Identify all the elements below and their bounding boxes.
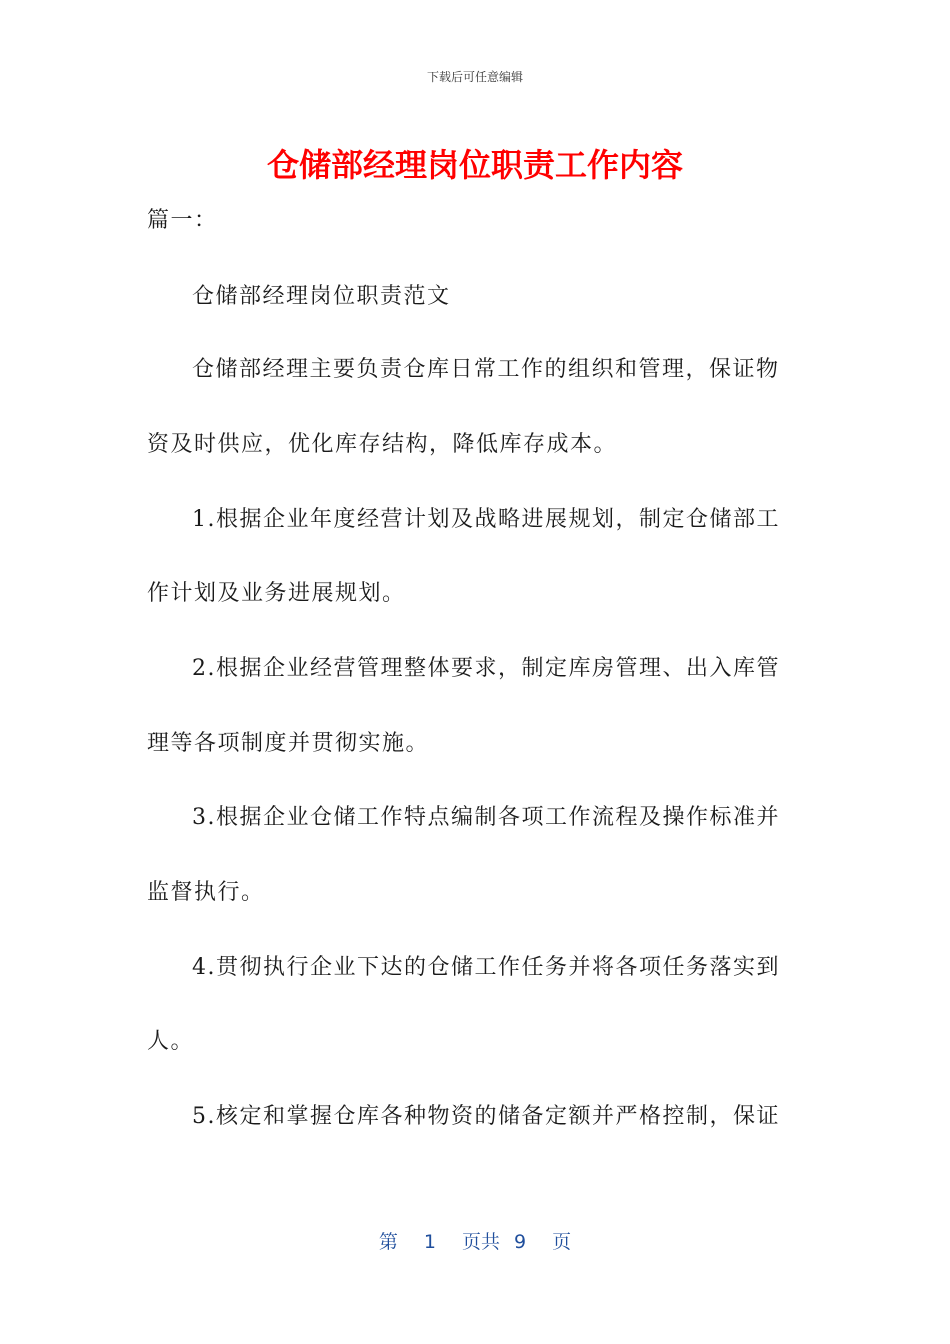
paragraph-line: 资及时供应，优化库存结构，降低库存成本。	[147, 432, 618, 457]
paragraph-line: 作计划及业务进展规划。	[147, 581, 406, 606]
document-title: 仓储部经理岗位职责工作内容	[266, 146, 683, 184]
paragraph-line: 1.根据企业年度经营计划及战略进展规划，制定仓储部工	[192, 507, 780, 532]
page-prefix: 第	[378, 1231, 398, 1253]
paragraph-line: 2.根据企业经营管理整体要求，制定库房管理、出入库管	[192, 656, 780, 681]
paragraph-line: 仓储部经理岗位职责范文	[192, 284, 451, 309]
current-page-number: 1	[423, 1231, 436, 1253]
paragraph-line: 人。	[147, 1029, 195, 1054]
paragraph-line: 5.核定和掌握仓库各种物资的储备定额并严格控制，保证	[192, 1104, 780, 1129]
header-note: 下载后可任意编辑	[426, 70, 523, 84]
page-suffix: 页	[552, 1231, 572, 1253]
paragraph-line: 仓储部经理主要负责仓库日常工作的组织和管理，保证物	[192, 357, 780, 382]
section-label: 篇一：	[147, 208, 218, 233]
page-number-footer	[0, 1227, 950, 1254]
paragraph-line: 监督执行。	[147, 880, 265, 905]
page-mid: 页共	[461, 1231, 500, 1253]
total-pages-number: 9	[514, 1231, 527, 1253]
paragraph-line: 理等各项制度并贯彻实施。	[147, 731, 430, 756]
paragraph-line: 3.根据企业仓储工作特点编制各项工作流程及操作标准并	[192, 805, 780, 830]
paragraph-line: 4.贯彻执行企业下达的仓储工作任务并将各项任务落实到	[192, 955, 780, 980]
